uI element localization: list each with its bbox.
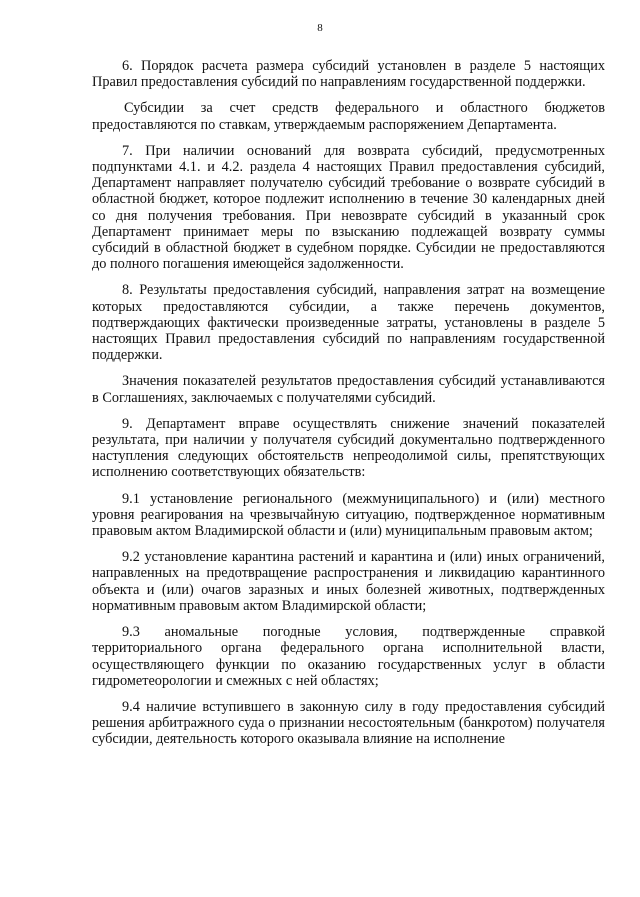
- paragraph: 6. Порядок расчета размера субсидий установлен в разделе 5 настоящих Правил предоставления субсидий по направлениям государственной поддержки.: [92, 58, 605, 91]
- paragraph: 9.3 аномальные погодные условия, подтвержденные справкой территориального органа федерального органа исполнительной власти, осуществляющего функции по оказанию государственных услуг в области гидрометеорологии и смежных с ней областях;: [92, 624, 605, 689]
- paragraph: 9.2 установление карантина растений и карантина и (или) иных ограничений, направленных на предотвращение распространения и ликвидацию карантинного объекта и (или) очагов заразных и иных болезней животных, подтвержденных нормативным правовым актом Владимирской области;: [92, 549, 605, 614]
- paragraph: 9.4 наличие вступившего в законную силу в году предоставления субсидий решения арбитражного суда о признании несостоятельным (банкротом) получателя субсидии, деятельность которого оказывала влияние на исполнение: [92, 698, 605, 748]
- document-body: [92, 58, 605, 758]
- paragraph: Субсидии за счет средств федерального и областного бюджетов предоставляются по ставкам, утверждаемым распоряжением Департамента.: [92, 100, 605, 133]
- paragraph: 9.1 установление регионального (межмуниципального) и (или) местного уровня реагирования на чрезвычайную ситуацию, подтвержденное нормативным правовым актом Владимирской области и (или) муниципальным правовым актом;: [92, 490, 605, 540]
- paragraph: 9. Департамент вправе осуществлять снижение значений показателей результата, при наличии у получателя субсидий документально подтвержденного наступления следующих обстоятельств непреодолимой силы, препятствующих исполнению соответствующих обязательств:: [92, 415, 605, 481]
- paragraph: Значения показателей результатов предоставления субсидий устанавливаются в Соглашениях, заключаемых с получателями субсидий.: [92, 373, 605, 406]
- paragraph: 8. Результаты предоставления субсидий, направления затрат на возмещение которых предоставляются субсидии, а также перечень документов, подтверждающих фактически произведенные затраты, установлены в разделе 5 настоящих Правил предоставления субсидий по направлениям государственной поддержки.: [92, 282, 605, 364]
- page-number: 8: [317, 22, 323, 34]
- paragraph: 7. При наличии оснований для возврата субсидий, предусмотренных подпунктами 4.1. и 4.2. раздела 4 настоящих Правил предоставления субсидий, Департамент направляет получателю субсидий требование о возврате субсидий в областной бюджет, которое подлежит исполнению в течение 30 календарных дней со дня получения требования. При невозврате субсидий в указанный срок Департамент принимает меры по взысканию подлежащей возврату суммы субсидий в областной бюджет в судебном порядке. Субсидии не предоставляются до полного погашения имеющейся задолженности.: [92, 142, 605, 273]
